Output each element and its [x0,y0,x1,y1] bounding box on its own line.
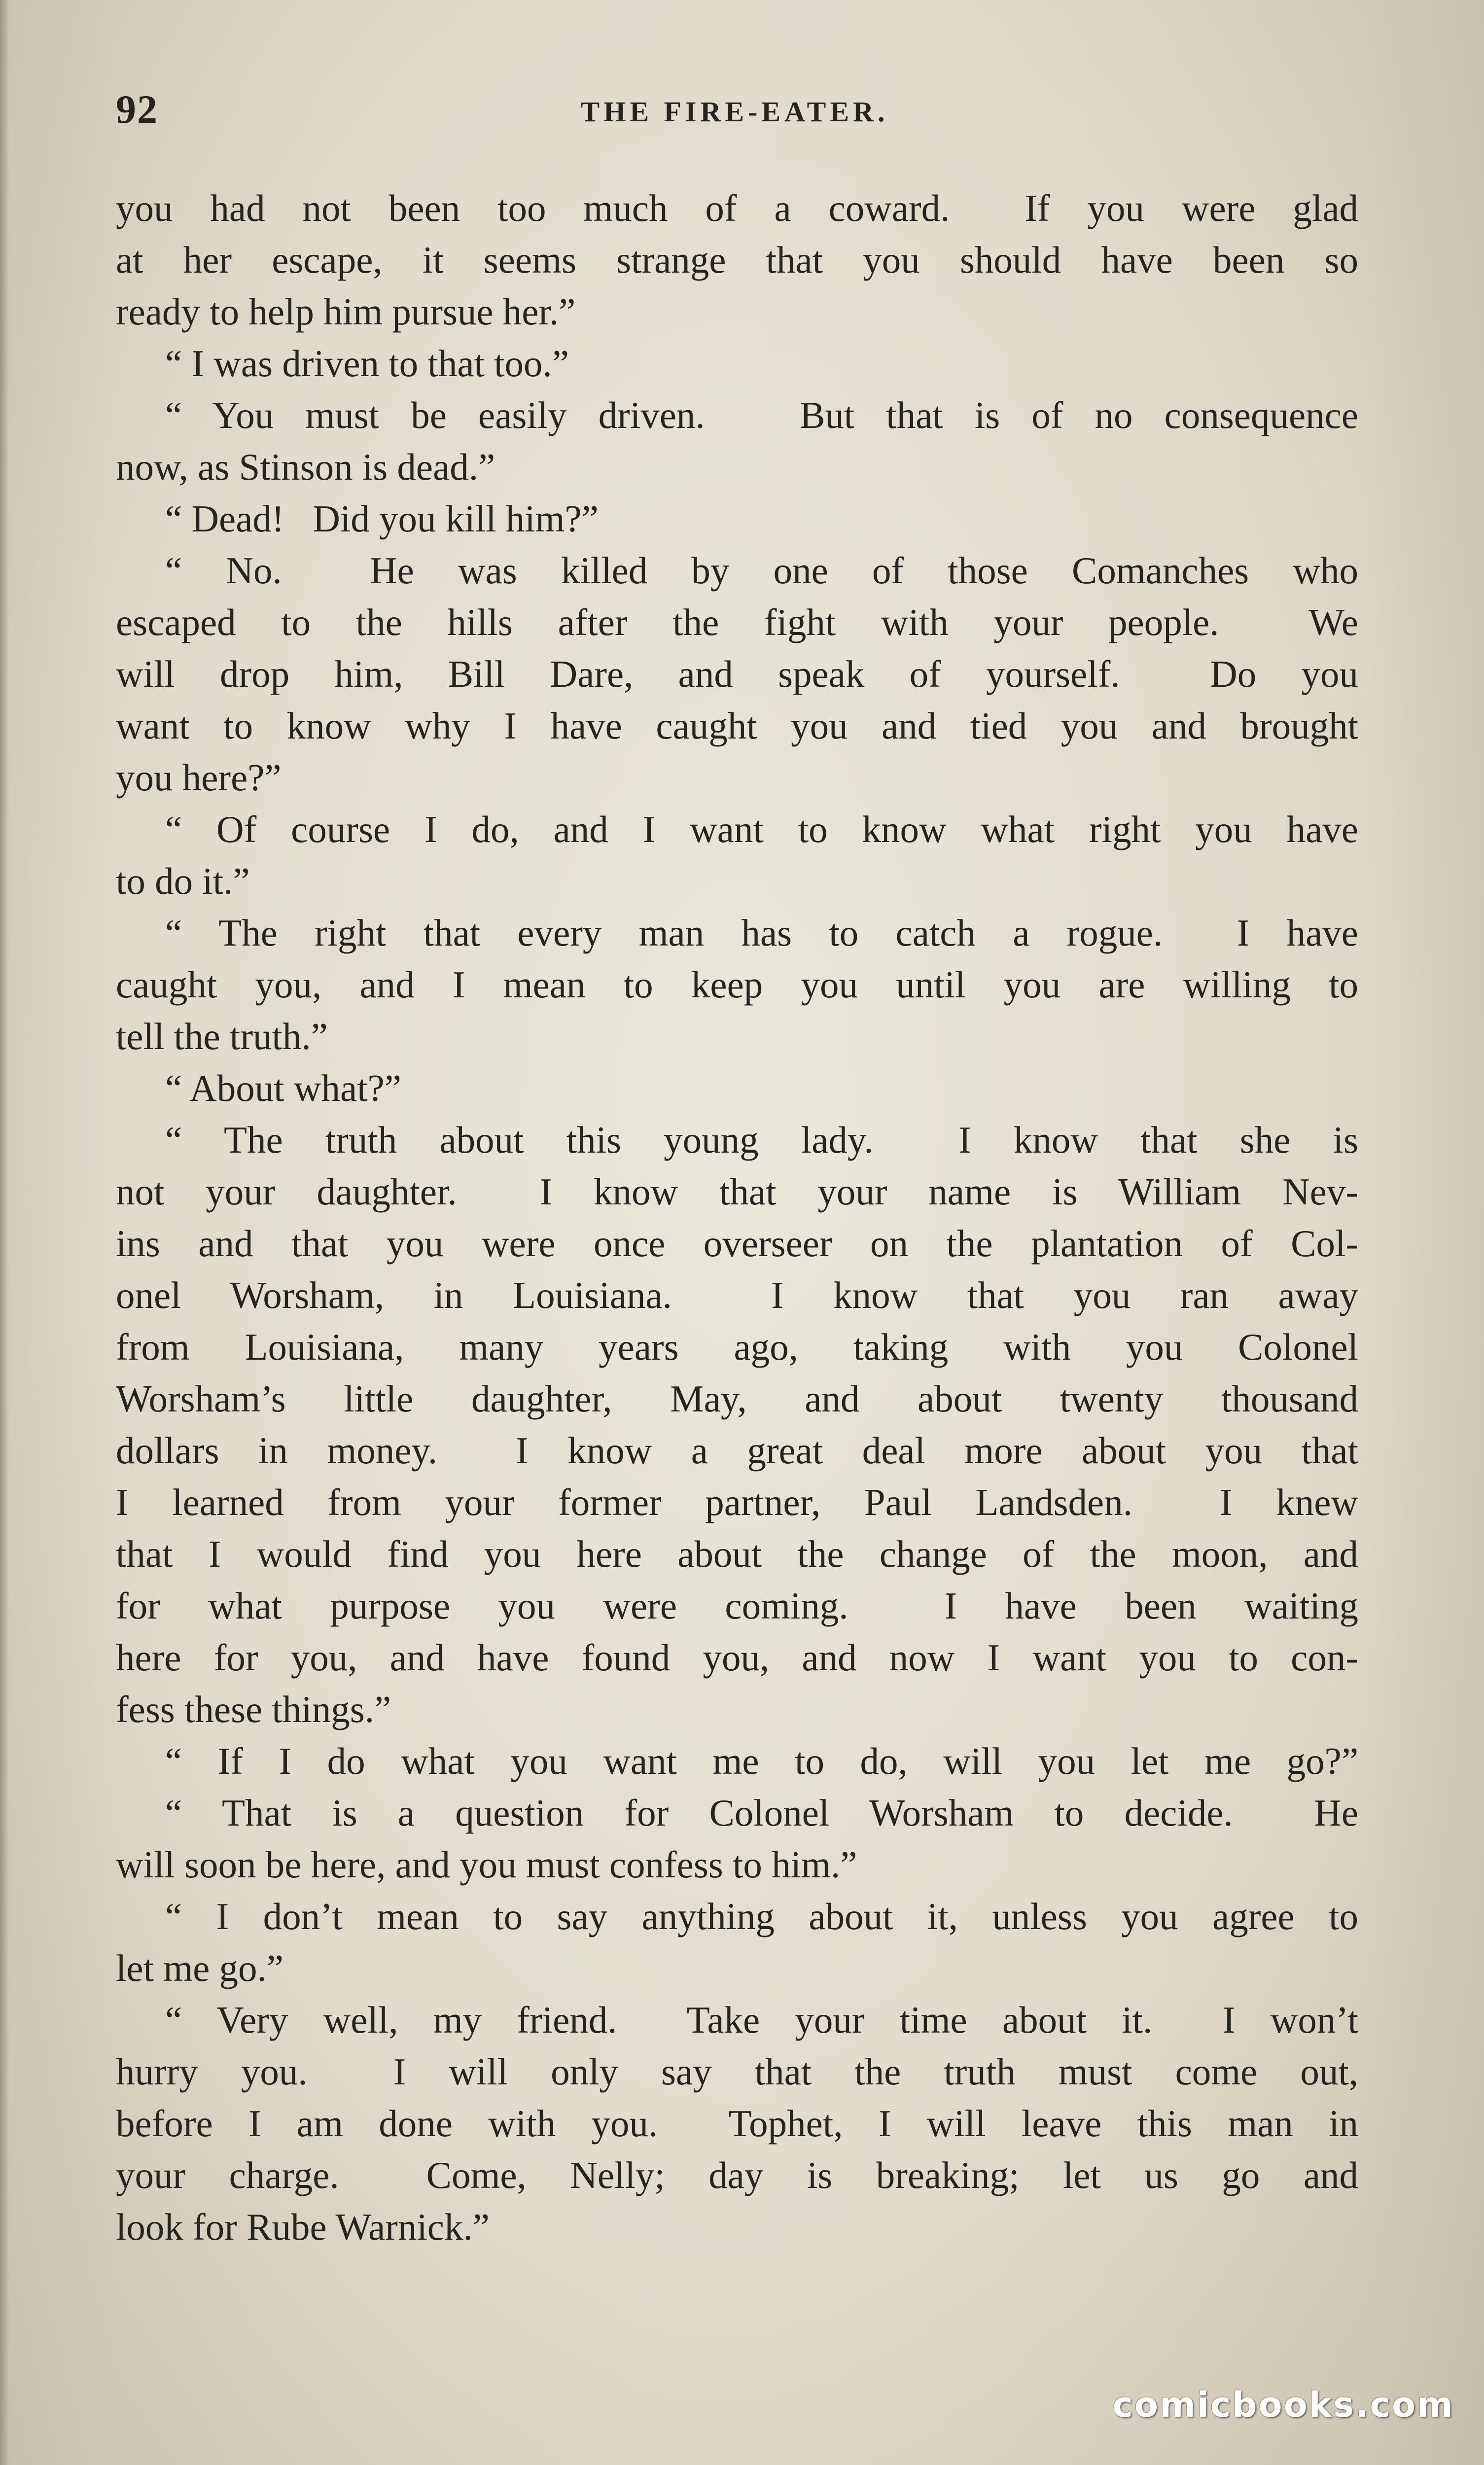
text-line: “ You must be easily driven. But that is of no consequence [165,394,1358,436]
text-line: “ That is a question for Colonel Worsham to decide. He [165,1792,1358,1834]
text-line: Worsham’s little daughter, May, and about twenty thousand [116,1377,1358,1420]
text-line: your charge. Come, Nelly; day is breaking; let us go and [116,2154,1358,2196]
text-line: before I am done with you. Tophet, I will leave this man in [116,2102,1358,2145]
text-line: caught you, and I mean to keep you until you are willing to [116,963,1358,1006]
text-line: escaped to the hills after the fight with your people. We [116,601,1358,643]
running-head: THE FIRE-EATER. [580,96,889,128]
text-line: onel Worsham, in Louisiana. I know that you ran away [116,1274,1358,1316]
text-line: tell the truth.” [116,1015,328,1057]
text-line: ins and that you were once overseer on the plantation of Col- [116,1222,1358,1265]
text-line: look for Rube Warnick.” [116,2206,490,2248]
text-line: will drop him, Bill Dare, and speak of yourself. Do you [116,653,1358,695]
text-line: “ No. He was killed by one of those Comanches who [165,549,1358,592]
page-number: 92 [116,87,158,132]
text-line: to do it.” [116,860,250,902]
page-edge-shadow [0,0,9,2465]
text-line: “ Very well, my friend. Take your time about it. I won’t [165,1999,1358,2041]
page-header [116,86,1353,141]
text-line: want to know why I have caught you and tied you and brought [116,704,1358,747]
text-line: that I would find you here about the change of the moon, and [116,1533,1358,1575]
text-line: you had not been too much of a coward. If you were glad [116,187,1358,229]
text-line: fess these things.” [116,1688,391,1730]
text-line: hurry you. I will only say that the truth must come out, [116,2050,1358,2093]
text-line: “ I don’t mean to say anything about it, unless you agree to [165,1895,1358,1937]
text-line: from Louisiana, many years ago, taking with you Colonel [116,1326,1358,1368]
text-line: dollars in money. I know a great deal more about you that [116,1429,1358,1472]
text-line: “ Of course I do, and I want to know what right you have [165,808,1358,850]
text-line: not your daughter. I know that your name is William Nev- [116,1170,1358,1213]
watermark: comicbooks.com [1112,2385,1454,2425]
text-line: ready to help him pursue her.” [116,290,576,333]
text-line: you here?” [116,756,282,799]
text-line: “ The truth about this young lady. I know that she is [165,1119,1358,1161]
text-line: now, as Stinson is dead.” [116,446,495,488]
body-text [116,182,1358,2253]
text-line: here for you, and have found you, and now I want you to con- [116,1636,1358,1679]
text-line: for what purpose you were coming. I have been waiting [116,1585,1358,1627]
text-line: will soon be here, and you must confess to him.” [116,1843,857,1886]
text-line: “ Dead! Did you kill him?” [165,497,599,540]
text-line: “ The right that every man has to catch a rogue. I have [165,912,1358,954]
text-line: “ About what?” [165,1067,401,1109]
text-line: I learned from your former partner, Paul Landsden. I knew [116,1481,1358,1523]
text-line: at her escape, it seems strange that you should have been so [116,239,1358,281]
text-line: “ I was driven to that too.” [165,342,569,385]
text-line: let me go.” [116,1947,283,1989]
text-line: “ If I do what you want me to do, will you let me go?” [165,1740,1358,1782]
